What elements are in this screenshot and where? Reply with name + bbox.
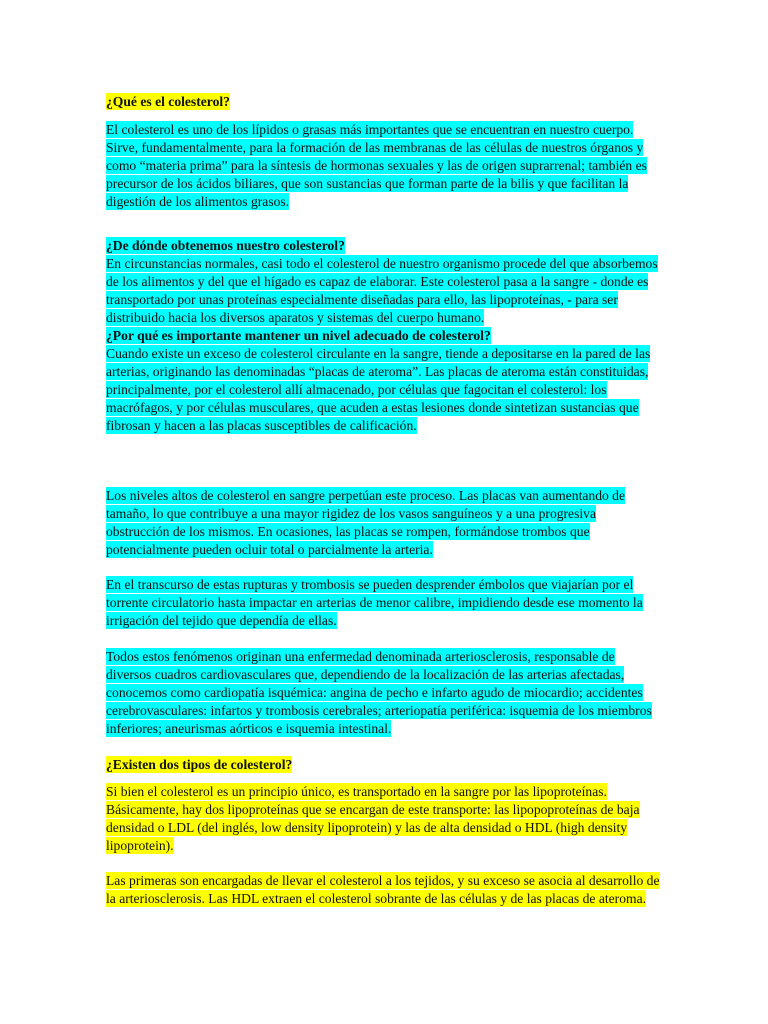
- heading-tipos: [106, 756, 662, 774]
- paragraph-de-donde: En circunstancias normales, casi todo el colesterol de nuestro organismo procede del que absorbemos de los alimentos y del que el hígado es capaz de elaborar. Este colesterol pasa a la sangre - donde es transportado por unas proteínas especialmente diseñadas para ello, las lipoproteínas, - para ser distribuido hacia los diversos aparatos y sistemas del cuerpo humano.: [106, 256, 658, 325]
- paragraph-transcurso: [106, 576, 662, 630]
- paragraph-placas: Cuando existe un exceso de colesterol circulante en la sangre, tiende a depositarse en la pared de las arterias, originando las denominadas “placas de ateroma”. Las placas de ateroma están constituidas, principalmente, por el colesterol allí almacenado, por células que fagocitan el colesterol: los macrófagos, y por células musculares, que acuden a estas lesiones donde sintetizan sustancias que fibrosan y hacen a las placas susceptibles de calificación.: [106, 346, 651, 433]
- heading-text: ¿Qué es el colesterol?: [106, 94, 230, 109]
- paragraph-fenomenos: [106, 648, 662, 738]
- heading-text: ¿Existen dos tipos de colesterol?: [106, 757, 293, 772]
- paragraph-niveles: [106, 487, 662, 559]
- paragraph-text: El colesterol es uno de los lípidos o grasas más importantes que se encuentran en nuestro cuerpo. Sirve, fundamentalmente, para la formación de las membranas de las células de nuestros órganos y como “materia prima” para la síntesis de hormonas sexuales y las de origen suprarrenal; también es precursor de los ácidos biliares, que son sustancias que forman parte de la bilis y que facilitan la digestión de los alimentos grasos.: [106, 122, 647, 209]
- heading-de-donde: ¿De dónde obtenemos nuestro colesterol?: [106, 238, 345, 253]
- paragraph-lipoproteinas: [106, 783, 662, 855]
- heading-por-que: ¿Por qué es importante mantener un nivel adecuado de colesterol?: [106, 328, 491, 343]
- paragraph-ldl-hdl: [106, 872, 662, 908]
- paragraph-que-es: [106, 121, 662, 211]
- paragraph-text: Los niveles altos de colesterol en sangre perpetúan este proceso. Las placas van aumentando de tamaño, lo que contribuye a una mayor rigidez de los vasos sanguíneos y a una progresiva obstrucción de los mismos. En ocasiones, las placas se rompen, formándose trombos que potencialmente pueden ocluir total o parcialmente la arteria.: [106, 488, 626, 557]
- paragraph-text: En el transcurso de estas rupturas y trombosis se pueden desprender émbolos que viajarían por el torrente circulatorio hasta impactar en arterias de menor calibre, impidiendo desde ese momento la irrigación del tejido que dependía de ellas.: [106, 577, 643, 628]
- heading-que-es: [106, 93, 662, 111]
- section-origen: [106, 237, 662, 435]
- paragraph-text: Las primeras son encargadas de llevar el colesterol a los tejidos, y su exceso se asocia al desarrollo de la arteriosclerosis. Las HDL extraen el colesterol sobrante de las células y de las placas de ateroma.: [106, 873, 660, 906]
- paragraph-text: Si bien el colesterol es un principio único, es transportado en la sangre por las lipoproteínas. Básicamente, hay dos lipoproteínas que se encargan de este transporte: las lipopoproteínas de baja densidad o LDL (del inglés, low density lipoprotein) y las de alta densidad o HDL (high density lipoprotein).: [106, 784, 640, 853]
- paragraph-text: Todos estos fenómenos originan una enfermedad denominada arteriosclerosis, responsable de diversos cuadros cardiovasculares que, dependiendo de la localización de las arterias afectadas, conocemos como cardiopatía isquémica: angina de pecho e infarto agudo de miocardio; accidentes cerebrovasculares: infartos y trombosis cerebrales; arteriopatía periférica: isquemia de los miembros inferiores; aneurismas aórticos e isquemia intestinal.: [106, 649, 652, 736]
